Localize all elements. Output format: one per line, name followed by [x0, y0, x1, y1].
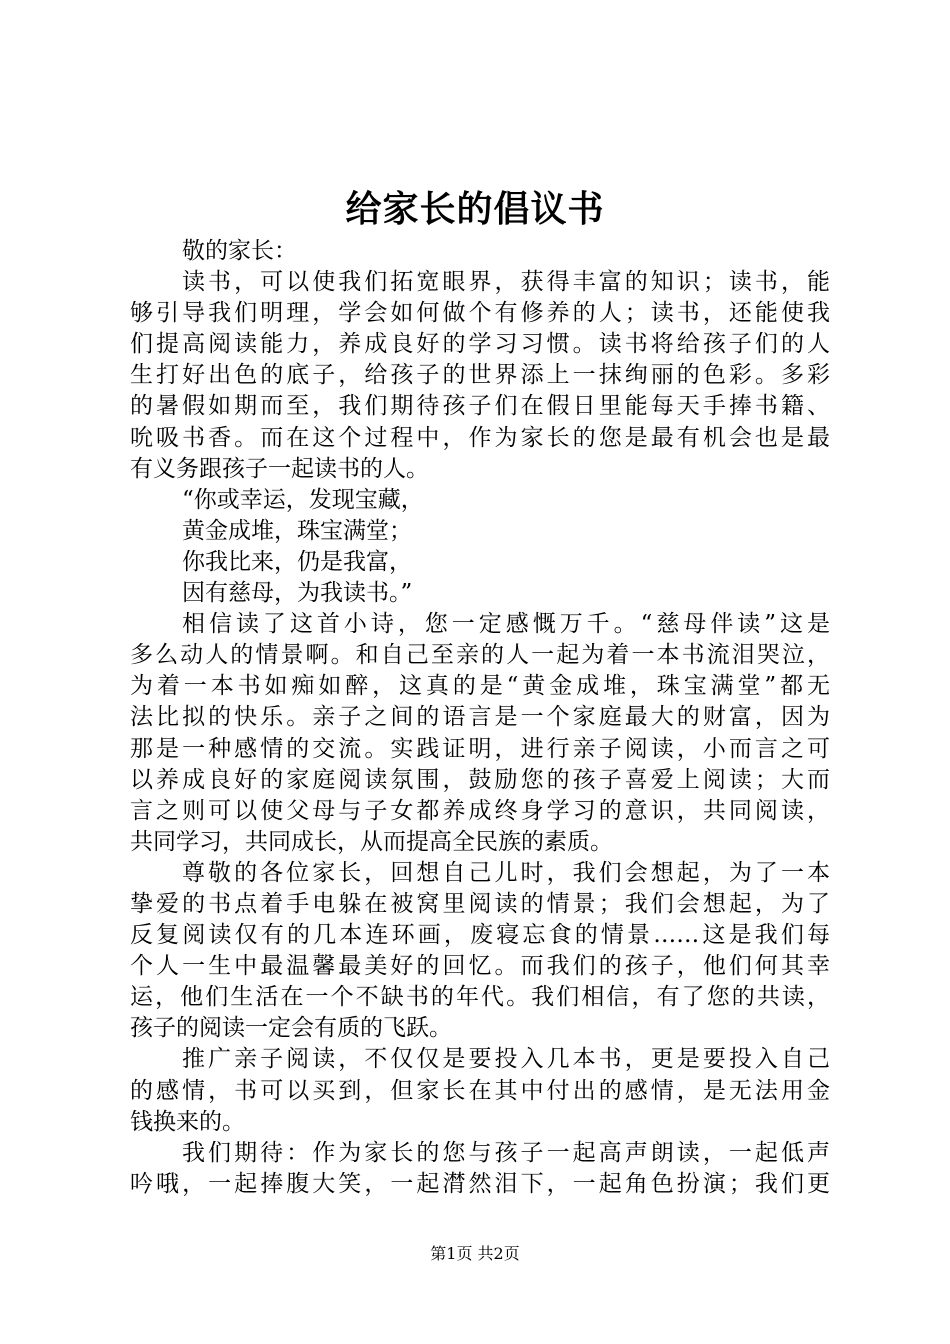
text-line: 钱换来的。: [130, 1108, 245, 1135]
poem-line: “你或幸运，发现宝藏，: [182, 486, 424, 513]
text-line: 个人一生中最温馨最美好的回忆。而我们的孩子，他们何其幸: [130, 953, 830, 980]
page-number-footer: 第1页 共2页: [430, 1244, 520, 1263]
text-line: 够引导我们明理，学会如何做个有修养的人；读书，还能使我: [130, 300, 830, 327]
text-line: 反复阅读仅有的几本连环画，废寝忘食的情景……这是我们每: [130, 922, 830, 949]
text-line: 相信读了这首小诗，您一定感慨万千。“慈母伴读”这是: [182, 611, 830, 638]
text-line: 共同学习，共同成长，从而提高全民族的素质。: [130, 828, 613, 855]
text-line: 有义务跟孩子一起读书的人。: [130, 455, 429, 482]
text-line: 多么动人的情景啊。和自己至亲的人一起为着一本书流泪哭泣，: [130, 642, 830, 669]
document-title: 给家长的倡议书: [345, 188, 605, 230]
poem-line: 黄金成堆，珠宝满堂；: [182, 517, 412, 544]
text-line: 我们期待：作为家长的您与孩子一起高声朗读，一起低声: [182, 1139, 830, 1166]
text-line: 为着一本书如痴如醉，这真的是“黄金成堆，珠宝满堂”都无: [130, 673, 830, 700]
text-line: 吮吸书香。而在这个过程中，作为家长的您是最有机会也是最: [130, 424, 830, 451]
text-line: 吟哦，一起捧腹大笑，一起潸然泪下，一起角色扮演；我们更: [130, 1170, 830, 1197]
text-line: 言之则可以使父母与子女都养成终身学习的意识，共同阅读，: [130, 797, 830, 824]
text-line: 法比拟的快乐。亲子之间的语言是一个家庭最大的财富，因为: [130, 704, 830, 731]
text-line: 生打好出色的底子，给孩子的世界添上一抹绚丽的色彩。多彩: [130, 362, 830, 389]
text-line: 运，他们生活在一个不缺书的年代。我们相信，有了您的共读，: [130, 984, 830, 1011]
text-line: 推广亲子阅读，不仅仅是要投入几本书，更是要投入自己: [182, 1046, 830, 1073]
text-line: 尊敬的各位家长，回想自己儿时，我们会想起，为了一本: [182, 859, 830, 886]
poem-line: 因有慈母，为我读书。”: [182, 580, 413, 607]
text-line: 的感情，书可以买到，但家长在其中付出的感情，是无法用金: [130, 1077, 830, 1104]
text-line: 孩子的阅读一定会有质的飞跃。: [130, 1015, 452, 1042]
text-line: 挚爱的书点着手电躲在被窝里阅读的情景；我们会想起，为了: [130, 890, 830, 917]
text-line: 读书，可以使我们拓宽眼界，获得丰富的知识；读书，能: [182, 269, 830, 296]
text-line: 敬的家长：: [182, 238, 297, 264]
text-line: 的暑假如期而至，我们期待孩子们在假日里能每天手捧书籍、: [130, 393, 830, 420]
text-line: 以养成良好的家庭阅读氛围，鼓励您的孩子喜爱上阅读；大而: [130, 766, 830, 793]
text-line: 们提高阅读能力，养成良好的学习习惯。读书将给孩子们的人: [130, 331, 830, 358]
text-line: 那是一种感情的交流。实践证明，进行亲子阅读，小而言之可: [130, 735, 830, 762]
poem-line: 你我比来，仍是我富，: [182, 548, 412, 575]
document-body: [130, 236, 830, 1200]
